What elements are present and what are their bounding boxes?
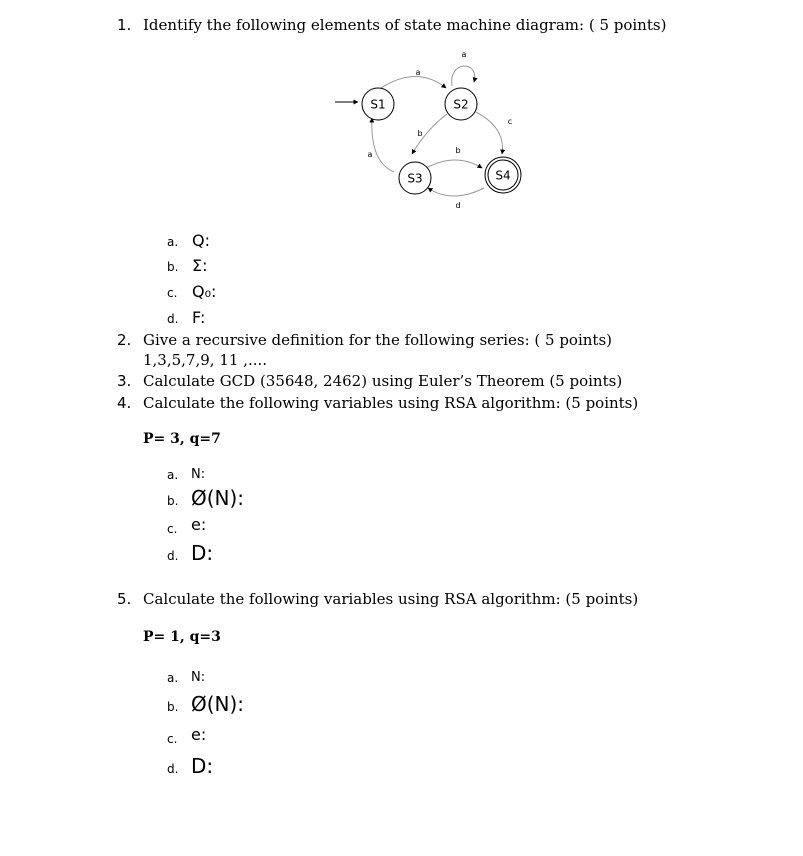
question-1-text: Identify the following elements of state machine diagram: ( 5 points) bbox=[143, 16, 667, 34]
transition-s3-s1-label: a bbox=[367, 150, 373, 159]
question-2-number: 2. bbox=[117, 331, 132, 349]
q5-item-b-label: b. bbox=[167, 700, 179, 714]
q5-item-d-label: d. bbox=[167, 762, 179, 776]
q5-item-c-value: e: bbox=[191, 725, 207, 744]
q4-item-a-value: N: bbox=[191, 467, 206, 482]
question-5-text: Calculate the following variables using RSA algorithm: (5 points) bbox=[143, 590, 639, 608]
q1-item-d-value: F: bbox=[192, 308, 206, 327]
q5-item-d-value: D: bbox=[191, 754, 214, 778]
question-5-number: 5. bbox=[117, 590, 132, 608]
state-s3-label: S3 bbox=[407, 171, 423, 186]
transition-s3-s1 bbox=[372, 118, 394, 172]
state-s4-label: S4 bbox=[495, 168, 511, 183]
q1-item-d-label: d. bbox=[167, 312, 179, 326]
transition-s2-s4 bbox=[476, 112, 502, 154]
q1-item-b-label: b. bbox=[167, 260, 179, 274]
transition-s4-s3 bbox=[428, 188, 484, 196]
transition-s2-s4-label: c bbox=[507, 117, 513, 126]
transition-s2-self bbox=[452, 66, 475, 86]
q5-item-c-label: c. bbox=[167, 732, 178, 746]
question-4-text: Calculate the following variables using RSA algorithm: (5 points) bbox=[143, 394, 639, 412]
q1-item-c-value: Q₀: bbox=[192, 282, 217, 301]
state-s3 bbox=[399, 162, 431, 194]
q5-item-b-value: Ø(N): bbox=[191, 692, 245, 716]
q4-item-c-label: c. bbox=[167, 522, 178, 536]
transition-s1-s2-label: a bbox=[415, 68, 421, 77]
state-s1-label: S1 bbox=[370, 97, 386, 112]
q4-item-b-value: Ø(N): bbox=[191, 486, 245, 510]
state-s2 bbox=[445, 88, 477, 120]
q4-item-d-label: d. bbox=[167, 549, 179, 563]
q5-item-a-value: N: bbox=[191, 670, 206, 685]
q4-item-c-value: e: bbox=[191, 515, 207, 534]
q1-item-b-value: Σ: bbox=[192, 256, 208, 275]
transition-s1-s2 bbox=[378, 76, 446, 90]
question-2-series: 1,3,5,7,9, 11 ,.... bbox=[143, 351, 268, 369]
transition-s2-s3-label: b bbox=[417, 129, 423, 138]
question-2-text: Give a recursive definition for the following series: ( 5 points) bbox=[143, 331, 612, 349]
question-5-params: P= 1, q=3 bbox=[143, 629, 221, 645]
q1-item-a-label: a. bbox=[167, 235, 179, 249]
question-3-text: Calculate GCD (35648, 2462) using Euler’s Theorem (5 points) bbox=[143, 372, 623, 390]
state-s4 bbox=[485, 157, 521, 193]
q1-item-c-label: c. bbox=[167, 286, 178, 300]
question-1-number: 1. bbox=[117, 16, 132, 34]
question-4-params: P= 3, q=7 bbox=[143, 431, 221, 447]
q1-item-a-value: Q: bbox=[192, 231, 210, 250]
question-4-number: 4. bbox=[117, 394, 132, 412]
state-machine-diagram bbox=[330, 42, 530, 214]
state-s2-label: S2 bbox=[453, 97, 469, 112]
transition-s2-self-label: a bbox=[461, 50, 467, 59]
q4-item-d-value: D: bbox=[191, 541, 214, 565]
transition-s3-s4 bbox=[426, 160, 482, 168]
state-s1 bbox=[362, 88, 394, 120]
transition-s3-s4-label: b bbox=[455, 146, 461, 155]
q4-item-a-label: a. bbox=[167, 468, 179, 482]
question-3-number: 3. bbox=[117, 372, 132, 390]
q4-item-b-label: b. bbox=[167, 494, 179, 508]
transition-s4-s3-label: d bbox=[455, 201, 461, 210]
q5-item-a-label: a. bbox=[167, 671, 179, 685]
